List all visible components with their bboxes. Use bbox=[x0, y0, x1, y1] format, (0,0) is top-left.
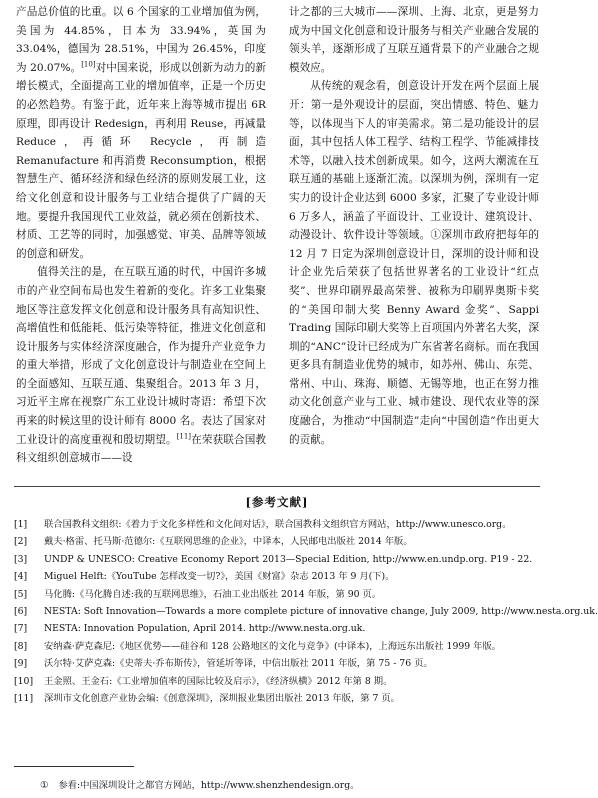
reference-item: [11] 深圳市文化创意产业协会编:《创意深圳》，深圳报业集团出版社 2013 年版，第 7 页。 bbox=[14, 693, 400, 705]
footnote-ref-1[interactable]: ① bbox=[430, 229, 442, 242]
left-paragraph-1: 产品总价值的比重。以 6 个国家的工业增加值为例，美国为 44.85%，日本为 33.94%，英国为 33.04%，德国为 28.51%，中国为 26.45%，印度为 20.07%。[10]对中国来说，形成以创新为动力的新增长模式，全面提高工业的增加值率，正是一个历史的必然趋势。有鉴于此，近年来上海等城市提出 6R 原理，即再设计 Redesign，再利用 Reuse，再减量 Reduce，再循环 Recycle，再制造 Remanufacture 和再消费 Reconsumption，根据智慧生产、循环经济和绿色经济的原则发展工业，这给文化创意和设计服务与工业结合提供了广阔的天地。要提升我国现代工业效益，就必须在创新技术、材质、工艺等的同时，加强感觉、审美、品牌等领域的创意和研发。 bbox=[16, 6, 266, 260]
reference-item: [9] 沃尔特·艾萨克森:《史蒂夫·乔布斯传》，管延圻等译，中信出版社 2011 年版，第 75 - 76 页。 bbox=[14, 658, 433, 670]
right-column bbox=[289, 3, 539, 449]
citation-10[interactable]: [10] bbox=[81, 60, 96, 69]
references-title: [参考文献] bbox=[0, 494, 554, 510]
reference-item: [2] 戴夫·格雷、托马斯·范德尔:《互联网思维的企业》，中译本，人民邮电出版社 2014 年版。 bbox=[14, 536, 413, 548]
reference-item: [5] 马化腾:《马化腾自述:我的互联网思维》，石油工业出版社 2014 年版，第 90 页。 bbox=[14, 588, 382, 600]
right-paragraph-2: 从传统的观念看，创意设计开发在两个层面上展开：第一是外观设计的层面，突出情感、特色、魅力等，以体现当下人的审美需求。第二是功能设计的层面，其中包括人体工程学、结构工程学、节能减排技术等，以融入技术创新成果。如今，这两大潮流在互联互通的基础上逐渐汇流。以深圳为例，深圳有一定实力的设计企业达到 6000 多家，汇聚了专业设计师 6 万多人，涵盖了平面设计、工业设计、建筑设计、动漫设计、软件设计等领域。①深圳市政府把每年的 12 月 7 日定为深圳创意设计日，深圳的设计师和设计企业先后荣获了包括世界著名的工业设计“红点奖”、世界印刷界最高荣誉、被称为印刷界奥斯卡奖的“美国印制大奖 Benny Award 金奖”、Sappi Trading 国际印刷大奖等上百项国内外著名大奖，深圳的“ANC”设计已经成为广东省著名商标。而在我国更多具有制造业优势的城市，如苏州、佛山、东莞、常州、中山、珠海、顺德、无锡等地，也正在努力推动文化创意产业与工业、城市建设、现代农业等的深度融合，为推动“中国制造”走向“中国创造”作出更大的贡献。 bbox=[289, 80, 540, 446]
footnote: ① 参看:中国深圳设计之都官方网站，http://www.shenzhendesign.org。 bbox=[40, 780, 360, 791]
citation-11[interactable]: [11] bbox=[176, 432, 192, 441]
reference-item: [7] NESTA: Innovation Population, April 2014. http://www.nesta.org.uk. bbox=[14, 623, 366, 635]
reference-item: [6] NESTA: Soft Innovation—Towards a more complete picture of innovative change, July 2009, http://www.nesta.org.uk. bbox=[14, 606, 598, 618]
reference-item: [3] UNDP & UNESCO: Creative Economy Report 2013—Special Edition, http://www.en.undp.org. P19 - 22. bbox=[14, 553, 533, 565]
references-list bbox=[14, 516, 598, 707]
left-paragraph-2: 值得关注的是，在互联互通的时代，中国许多城市的产业空间布局也发生着新的变化。许多工业集聚地区等注意发挥文化创意和设计服务具有高知识性、高增值性和低能耗、低污染等特征，推进文化创意和设计服务与实体经济深度融合，作为提升产业竞争力的重大举措，形成了文化创意设计与制造业在空间上的全面感知、互联互通、集聚组合。2013 年 3 月，习近平主席在视察广东工业设计城时寄语：希望下次再来的时候这里的设计师有 8000 名。表达了国家对工业设计的高度重视和殷切期望。[11]在荣获联合国教科文组织创意城市——设 bbox=[16, 266, 267, 465]
reference-item: [8] 安纳森·萨克森尼:《地区优势——硅谷和 128 公路地区的文化与竞争》(中译本)，上海远东出版社 1999 年版。 bbox=[14, 640, 502, 652]
footnote-divider bbox=[14, 766, 134, 767]
left-column bbox=[16, 3, 266, 468]
reference-item: [4] Miguel Helft:《YouTube 怎样改变一切?》，美国《财富》杂志 2013 年 9 月(下)。 bbox=[14, 571, 395, 583]
reference-item: [10] 王金照、王金石:《工业增加值率的国际比较及启示》，《经济纵横》2012 年第 8 期。 bbox=[14, 675, 393, 687]
right-paragraph-1: 计之都的三大城市——深圳、上海、北京，更是努力成为中国文化创意和设计服务与相关产业融合发展的领头羊，逐渐形成了互联互通背景下的产业融合之规模效应。 bbox=[289, 6, 539, 74]
reference-item: [1] 联合国教科文组织:《着力于文化多样性和文化间对话》，联合国教科文组织官方网站，http://www.unesco.org。 bbox=[14, 519, 512, 530]
